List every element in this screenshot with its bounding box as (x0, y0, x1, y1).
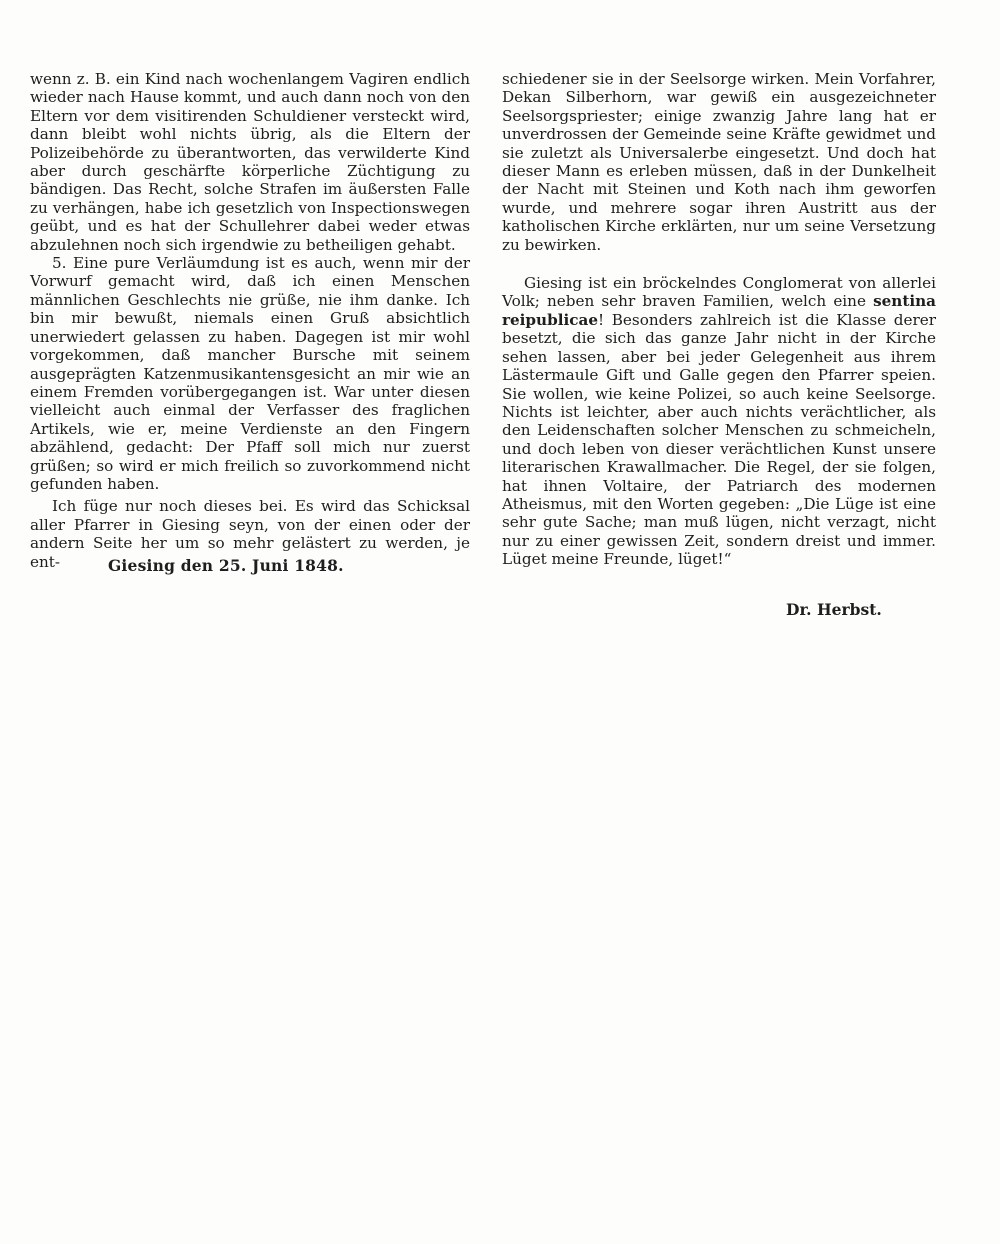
paragraph-corporal-punishment: wenn z. B. ein Kind nach wochenlangem Vagiren endlich wieder nach Hause kommt, und auch dann noch von den Eltern vor dem visitirenden Schuldiener versteckt wird, dann bleibt wohl nichts übrig, als die Eltern der Polizeibehörde zu überantworten, das verwilderte Kind aber durch geschärfte körperliche Züchtigung zu bändigen. Das Recht, solche Strafen im äußersten Falle zu verhängen, habe ich gesetzlich von Inspectionswegen geübt, und es hat der Schullehrer dabei weder etwas abzulehnen noch sich irgendwie zu betheiligen gehabt. (30, 70, 470, 254)
latin-phrase: sentina reipublicae (502, 292, 936, 329)
left-column (30, 70, 470, 571)
paragraph-greeting-accusation: 5. Eine pure Verläumdung ist es auch, wenn mir der Vorwurf gemacht wird, daß ich einen Menschen männlichen Geschlechts nie grüße, nie ihm danke. Ich bin mir bewußt, niemals einen Gruß absichtlich unerwiedert gelassen zu haben. Dagegen ist mir wohl vorgekommen, daß mancher Bursche mit seinem ausgeprägten Katzenmusikantensgesicht an mir wie an einem Fremden vorübergegangen ist. War unter diesen vielleicht auch einmal der Verfasser des fraglichen Artikels, wie er, meine Verdienste an den Fingern abzählend, gedacht: Der Pfaff soll mich nur zuerst grüßen; so wird er mich freilich so zuvorkommend nicht gefunden haben. (30, 254, 470, 493)
signature: Dr. Herbst. (786, 600, 882, 619)
paragraph-giesing-description (502, 274, 936, 569)
giesing-text-after: ! Besonders zahlreich ist die Klasse derer besetzt, die sich das ganze Jahr nicht in der Kirche sehen lassen, aber bei jeder Gelegenheit aus ihrem Lästermaule Gift und Galle gegen den Pfarrer speien. Sie wollen, wie keine Polizei, so auch keine Seelsorge. Nichts ist leichter, aber auch nichts verächtlicher, als den Leidenschaften solcher Menschen zu schmeicheln, und doch leben von dieser verächtlichen Kunst unsere literarischen Krawallmacher. Die Regel, der sie folgen, hat ihnen Voltaire, der Patriarch des modernen Atheismus, mit den Worten gegeben: „Die Lüge ist eine sehr gute Sache; man muß lügen, nicht verzagt, nicht nur zu einer gewissen Zeit, sondern dreist und immer. Lüget meine Freunde, lüget!“ (502, 310, 936, 569)
dateline: Giesing den 25. Juni 1848. (108, 556, 344, 575)
right-column (502, 70, 936, 569)
paragraph-closing-remark: Ich füge nur noch dieses bei. Es wird das Schicksal aller Pfarrer in Giesing seyn, von der einen oder der andern Seite her um so mehr gelästert zu werden, je ent- (30, 497, 470, 571)
giesing-text-before: Giesing ist ein bröckelndes Conglomerat von allerlei Volk; neben sehr braven Familien, welch eine (502, 274, 936, 311)
paragraph-predecessor: schiedener sie in der Seelsorge wirken. Mein Vorfahrer, Dekan Silberhorn, war gewiß ein ausgezeichneter Seelsorgspriester; einige zwanzig Jahre lang hat er unverdrossen der Gemeinde seine Kräfte gewidmet und sie zuletzt als Universalerbe eingesetzt. Und doch hat dieser Mann es erleben müssen, daß in der Dunkelheit der Nacht mit Steinen und Koth nach ihm geworfen wurde, und mehrere sogar ihren Austritt aus der katholischen Kirche erklärten, nur um seine Versetzung zu bewirken. (502, 70, 936, 254)
